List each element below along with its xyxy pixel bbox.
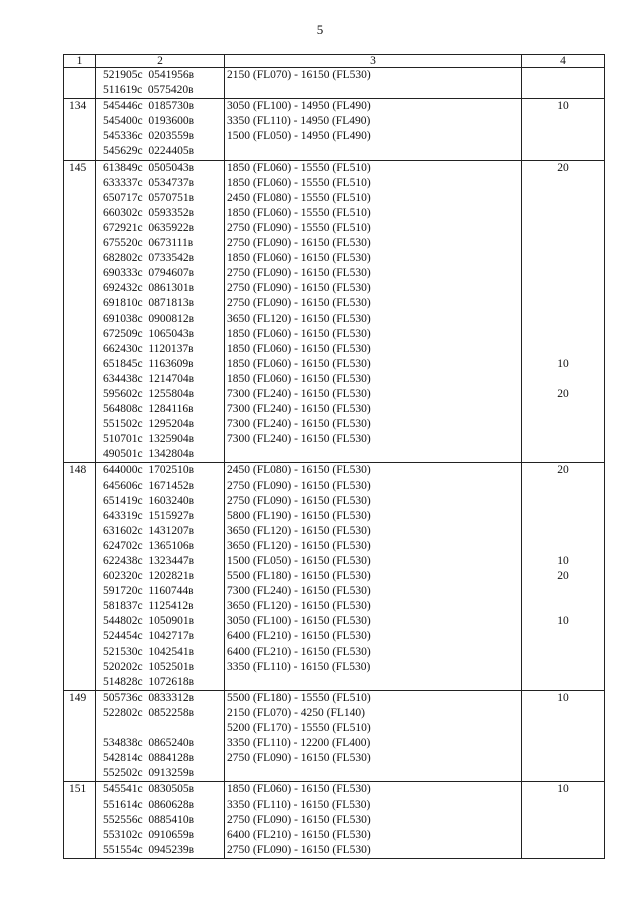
value-line: 10 bbox=[557, 357, 569, 370]
coordinate-line: 631602с 1431207в bbox=[103, 524, 195, 537]
coordinate-line: 581837с 1125412в bbox=[103, 600, 194, 613]
value-line bbox=[522, 221, 604, 236]
altitude-range-cell bbox=[225, 160, 522, 463]
coordinate-line: 645606с 1671452в bbox=[103, 479, 195, 492]
altitude-range-line: 1850 (FL060) - 16150 (FL530) bbox=[227, 357, 371, 370]
row-id-cell bbox=[64, 99, 96, 160]
value-line bbox=[522, 68, 604, 83]
value-line bbox=[522, 509, 604, 524]
altitude-range-line: 1500 (FL050) - 16150 (FL530) bbox=[227, 555, 371, 567]
row-id: 134 bbox=[69, 100, 87, 113]
altitude-range-line: 7300 (FL240) - 16150 (FL530) bbox=[227, 387, 371, 400]
coordinate-line: 521905с 0541956в bbox=[103, 69, 195, 81]
table-row bbox=[64, 68, 605, 99]
value-line bbox=[522, 114, 604, 129]
altitude-range-line bbox=[225, 447, 521, 462]
coordinate-line: 542814с 0884128в bbox=[103, 752, 195, 765]
altitude-range-line: 3350 (FL110) - 12200 (FL400) bbox=[227, 737, 371, 750]
coordinate-line: 553102с 0910659в bbox=[103, 828, 195, 841]
value-cell bbox=[522, 463, 605, 690]
value-line bbox=[522, 675, 604, 690]
value-line bbox=[522, 736, 604, 751]
value-line bbox=[522, 751, 604, 766]
row-id: 149 bbox=[69, 691, 87, 704]
altitude-range-line: 1500 (FL050) - 14950 (FL490) bbox=[227, 130, 371, 143]
coordinate-line: 520202с 1052501в bbox=[103, 660, 195, 673]
value-line bbox=[522, 129, 604, 144]
coordinate-line: 545446с 0185730в bbox=[103, 100, 195, 113]
altitude-range-line: 6400 (FL210) - 16150 (FL530) bbox=[227, 828, 371, 841]
altitude-range-line: 6400 (FL210) - 16150 (FL530) bbox=[227, 645, 371, 658]
coordinate-line: 691810с 0871813в bbox=[103, 297, 195, 310]
table-row bbox=[64, 160, 605, 463]
page-number: 5 bbox=[316, 22, 324, 37]
coordinate-line: 514828с 1072618в bbox=[103, 675, 195, 688]
altitude-range-line: 2150 (FL070) - 4250 (FL140) bbox=[227, 706, 365, 719]
altitude-range-line: 1850 (FL060) - 16150 (FL530) bbox=[227, 372, 371, 385]
altitude-range-cell bbox=[225, 68, 522, 99]
header-col-1: 1 bbox=[64, 55, 96, 68]
coordinate-line: 643319с 1515927в bbox=[103, 509, 195, 522]
row-id: 148 bbox=[69, 464, 87, 477]
table-row bbox=[64, 690, 605, 782]
value-line bbox=[522, 327, 604, 342]
table-body bbox=[64, 68, 605, 859]
altitude-range-cell bbox=[225, 99, 522, 160]
altitude-range-line bbox=[225, 144, 521, 159]
value-line bbox=[522, 721, 604, 736]
altitude-range-line: 1850 (FL060) - 16150 (FL530) bbox=[227, 783, 371, 796]
altitude-range-line: 2750 (FL090) - 16150 (FL530) bbox=[227, 752, 371, 765]
coordinates-cell bbox=[96, 68, 225, 99]
altitude-range-line: 2750 (FL090) - 16150 (FL530) bbox=[227, 813, 371, 826]
value-line bbox=[522, 372, 604, 387]
value-line bbox=[522, 599, 604, 614]
coordinate-line: 634438с 1214704в bbox=[103, 372, 195, 385]
row-id-cell bbox=[64, 690, 96, 782]
value-cell bbox=[522, 690, 605, 782]
coordinate-line: 524454с 1042717в bbox=[103, 630, 195, 643]
value-line: 20 bbox=[557, 570, 569, 583]
altitude-range-line bbox=[225, 766, 521, 781]
altitude-range-line: 5800 (FL190) - 16150 (FL530) bbox=[227, 509, 371, 522]
coordinate-line: 690333с 0794607в bbox=[103, 267, 195, 280]
coordinate-line: 682802с 0733542в bbox=[103, 252, 195, 265]
row-id-cell bbox=[64, 782, 96, 858]
value-line: 10 bbox=[557, 783, 569, 796]
altitude-range-line: 6400 (FL210) - 16150 (FL530) bbox=[227, 630, 371, 643]
altitude-range-line bbox=[225, 675, 521, 690]
value-line bbox=[522, 479, 604, 494]
value-line bbox=[522, 281, 604, 296]
value-line bbox=[522, 843, 604, 858]
value-line bbox=[522, 524, 604, 539]
table-row bbox=[64, 463, 605, 690]
altitude-range-line: 7300 (FL240) - 16150 (FL530) bbox=[227, 403, 371, 416]
coordinate-line: 650717с 0570751в bbox=[103, 191, 195, 204]
altitude-range-line: 2150 (FL070) - 16150 (FL530) bbox=[227, 69, 371, 81]
value-line bbox=[522, 176, 604, 191]
altitude-range-line bbox=[225, 83, 521, 98]
value-line bbox=[522, 706, 604, 721]
altitude-range-line: 2750 (FL090) - 16150 (FL530) bbox=[227, 494, 371, 507]
value-cell bbox=[522, 160, 605, 463]
value-line bbox=[522, 266, 604, 281]
value-cell bbox=[522, 68, 605, 99]
coordinate-line: 691038с 0900812в bbox=[103, 312, 195, 325]
value-line: 10 bbox=[557, 615, 569, 628]
header-col-4: 4 bbox=[522, 55, 605, 68]
value-line: 10 bbox=[557, 555, 569, 567]
altitude-range-line: 3350 (FL110) - 14950 (FL490) bbox=[227, 115, 371, 128]
value-line bbox=[522, 432, 604, 447]
altitude-range-line: 2450 (FL080) - 15550 (FL510) bbox=[227, 191, 371, 204]
row-id-cell bbox=[64, 463, 96, 690]
altitude-range-cell bbox=[225, 463, 522, 690]
coordinate-line: 692432с 0861301в bbox=[103, 282, 195, 295]
altitude-range-line: 3650 (FL120) - 16150 (FL530) bbox=[227, 539, 371, 552]
value-line bbox=[522, 766, 604, 781]
value-cell bbox=[522, 782, 605, 858]
altitude-range-line: 2750 (FL090) - 16150 (FL530) bbox=[227, 297, 371, 310]
altitude-range-line: 7300 (FL240) - 16150 (FL530) bbox=[227, 433, 371, 446]
altitude-range-line: 5200 (FL170) - 15550 (FL510) bbox=[227, 722, 371, 735]
coordinate-line: 544802с 1050901в bbox=[103, 615, 195, 628]
value-cell bbox=[522, 99, 605, 160]
coordinate-line: 545629с 0224405в bbox=[103, 145, 195, 158]
coordinate-line: 672509с 1065043в bbox=[103, 327, 195, 340]
row-id-cell bbox=[64, 160, 96, 463]
coordinate-line: 552556с 0885410в bbox=[103, 813, 195, 826]
coordinate-line: 490501с 1342804в bbox=[103, 448, 195, 461]
coordinate-line: 644000с 1702510в bbox=[103, 464, 195, 477]
coordinate-line: 660302с 0593352в bbox=[103, 206, 195, 219]
value-line bbox=[522, 191, 604, 206]
altitude-range-cell bbox=[225, 782, 522, 858]
altitude-range-line: 2450 (FL080) - 16150 (FL530) bbox=[227, 464, 371, 477]
coordinates-cell bbox=[96, 99, 225, 160]
value-line bbox=[522, 402, 604, 417]
table-row bbox=[64, 99, 605, 160]
altitude-range-line: 1850 (FL060) - 16150 (FL530) bbox=[227, 252, 371, 265]
value-line bbox=[522, 83, 604, 98]
value-line bbox=[522, 342, 604, 357]
altitude-range-line: 1850 (FL060) - 16150 (FL530) bbox=[227, 342, 371, 355]
coordinate-line: 613849с 0505043в bbox=[103, 161, 195, 174]
coordinates-cell bbox=[96, 782, 225, 858]
airspace-table bbox=[63, 54, 605, 859]
row-id: 145 bbox=[69, 161, 87, 174]
coordinate-line bbox=[96, 721, 224, 736]
coordinate-line: 551554с 0945239в bbox=[103, 843, 195, 856]
coordinates-cell bbox=[96, 463, 225, 690]
altitude-range-line: 3650 (FL120) - 16150 (FL530) bbox=[227, 524, 371, 537]
coordinate-line: 624702с 1365106в bbox=[103, 539, 195, 552]
altitude-range-line: 2750 (FL090) - 16150 (FL530) bbox=[227, 282, 371, 295]
coordinate-line: 522802с 0852258в bbox=[103, 706, 195, 719]
value-line: 20 bbox=[557, 161, 569, 174]
header-col-2: 2 bbox=[96, 55, 225, 68]
altitude-range-line: 1850 (FL060) - 15550 (FL510) bbox=[227, 161, 371, 174]
altitude-range-line: 2750 (FL090) - 15550 (FL510) bbox=[227, 221, 371, 234]
coordinate-line: 510701с 1325904в bbox=[103, 433, 195, 446]
row-id: 151 bbox=[69, 783, 87, 796]
coordinate-line: 551502с 1295204в bbox=[103, 418, 195, 431]
value-line bbox=[522, 494, 604, 509]
altitude-range-line: 7300 (FL240) - 16150 (FL530) bbox=[227, 418, 371, 431]
altitude-range-line: 2750 (FL090) - 16150 (FL530) bbox=[227, 843, 371, 856]
value-line bbox=[522, 584, 604, 599]
value-line: 20 bbox=[557, 464, 569, 477]
altitude-range-line: 3350 (FL110) - 16150 (FL530) bbox=[227, 798, 371, 811]
table-row bbox=[64, 782, 605, 858]
value-line bbox=[522, 312, 604, 327]
coordinate-line: 595602с 1255804в bbox=[103, 387, 195, 400]
value-line bbox=[522, 798, 604, 813]
value-line bbox=[522, 660, 604, 675]
altitude-range-line: 3650 (FL120) - 16150 (FL530) bbox=[227, 312, 371, 325]
value-line bbox=[522, 236, 604, 251]
altitude-range-line: 2750 (FL090) - 16150 (FL530) bbox=[227, 267, 371, 280]
coordinate-line: 521530с 1042541в bbox=[103, 645, 195, 658]
coordinates-cell bbox=[96, 160, 225, 463]
header-col-3: 3 bbox=[225, 55, 522, 68]
value-line bbox=[522, 539, 604, 554]
coordinate-line: 545400с 0193600в bbox=[103, 115, 195, 128]
coordinate-line: 551614с 0860628в bbox=[103, 798, 195, 811]
value-line bbox=[522, 417, 604, 432]
coordinate-line: 505736с 0833312в bbox=[103, 691, 195, 704]
altitude-range-line: 3050 (FL100) - 16150 (FL530) bbox=[227, 615, 371, 628]
value-line bbox=[522, 813, 604, 828]
coordinate-line: 675520с 0673111в bbox=[103, 237, 194, 250]
altitude-range-line: 3350 (FL110) - 16150 (FL530) bbox=[227, 660, 371, 673]
header-row bbox=[64, 55, 605, 68]
value-line bbox=[522, 447, 604, 462]
value-line: 20 bbox=[557, 387, 569, 400]
value-line: 10 bbox=[557, 100, 569, 113]
value-line bbox=[522, 296, 604, 311]
row-id bbox=[69, 68, 95, 83]
coordinate-line: 545336с 0203559в bbox=[103, 130, 195, 143]
coordinate-line: 651419с 1603240в bbox=[103, 494, 195, 507]
coordinate-line: 602320с 1202821в bbox=[103, 570, 195, 583]
value-line: 10 bbox=[557, 691, 569, 704]
value-line bbox=[522, 144, 604, 159]
altitude-range-line: 7300 (FL240) - 16150 (FL530) bbox=[227, 585, 371, 598]
coordinate-line: 633337с 0534737в bbox=[103, 176, 195, 189]
altitude-range-line: 1850 (FL060) - 16150 (FL530) bbox=[227, 327, 371, 340]
altitude-range-line: 3650 (FL120) - 16150 (FL530) bbox=[227, 600, 371, 613]
altitude-range-cell bbox=[225, 690, 522, 782]
coordinate-line: 545541с 0830505в bbox=[103, 783, 195, 796]
coordinate-line: 622438с 1323447в bbox=[103, 555, 195, 567]
value-line bbox=[522, 251, 604, 266]
coordinate-line: 672921с 0635922в bbox=[103, 221, 195, 234]
coordinate-line: 564808с 1284116в bbox=[103, 403, 194, 416]
altitude-range-line: 2750 (FL090) - 16150 (FL530) bbox=[227, 479, 371, 492]
value-line bbox=[522, 828, 604, 843]
altitude-range-line: 5500 (FL180) - 15550 (FL510) bbox=[227, 691, 371, 704]
value-line bbox=[522, 629, 604, 644]
coordinate-line: 511619с 0575420в bbox=[103, 84, 194, 97]
altitude-range-line: 5500 (FL180) - 16150 (FL530) bbox=[227, 570, 371, 583]
row-id-cell bbox=[64, 68, 96, 99]
coordinate-line: 651845с 1163609в bbox=[103, 357, 194, 370]
altitude-range-line: 1850 (FL060) - 15550 (FL510) bbox=[227, 176, 371, 189]
value-line bbox=[522, 645, 604, 660]
coordinates-cell bbox=[96, 690, 225, 782]
value-line bbox=[522, 206, 604, 221]
coordinate-line: 552502с 0913259в bbox=[103, 767, 195, 780]
altitude-range-line: 1850 (FL060) - 15550 (FL510) bbox=[227, 206, 371, 219]
altitude-range-line: 3050 (FL100) - 14950 (FL490) bbox=[227, 100, 371, 113]
coordinate-line: 591720с 1160744в bbox=[103, 585, 194, 598]
coordinate-line: 534838с 0865240в bbox=[103, 737, 195, 750]
coordinate-line: 662430с 1120137в bbox=[103, 342, 194, 355]
altitude-range-line: 2750 (FL090) - 16150 (FL530) bbox=[227, 237, 371, 250]
